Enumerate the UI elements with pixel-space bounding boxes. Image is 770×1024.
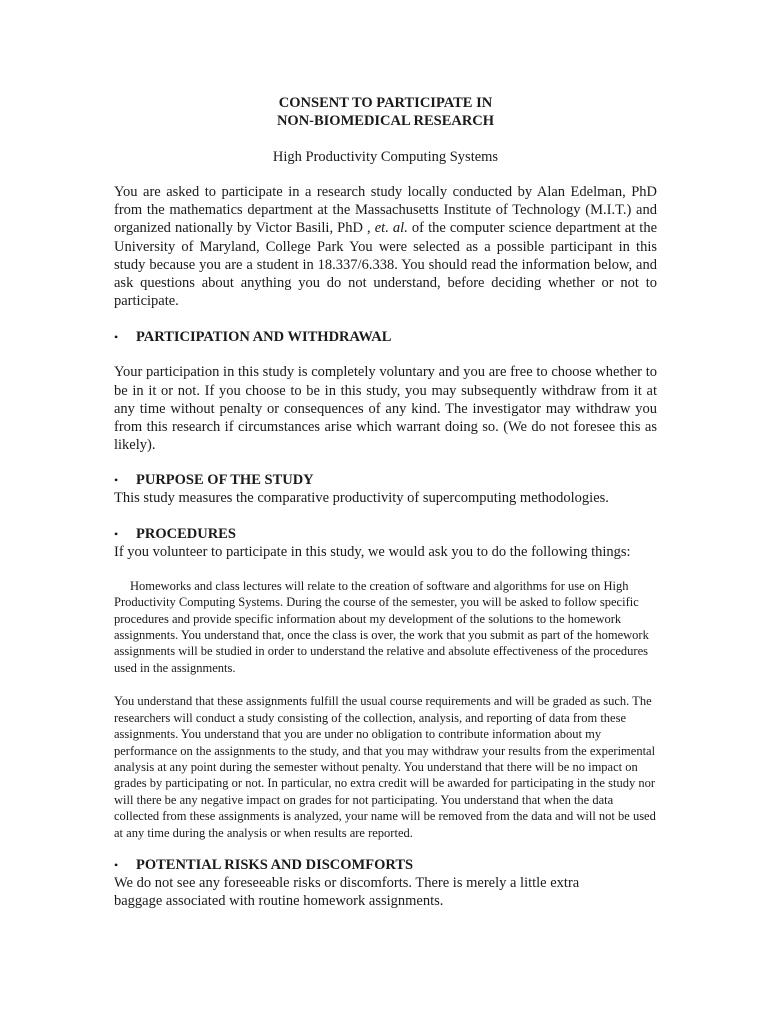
section-heading-text: PURPOSE OF THE STUDY — [136, 472, 314, 489]
section-heading-purpose — [114, 471, 657, 489]
section-heading-procedures — [114, 525, 657, 543]
intro-text-part-1: You are asked to participate in a research study locally conducted by Alan Edelman, PhD from the mathematics department at the Massachusetts Institute of Technology (M.I.T.) and organized nationally by Victor Basili, PhD , — [114, 184, 657, 237]
title-line-1: CONSENT TO PARTICIPATE IN — [278, 95, 493, 111]
procedures-paragraph: If you volunteer to participate in this study, we would ask you to do the following things: — [114, 543, 631, 560]
bullet-icon: • — [114, 857, 119, 872]
bullet-icon: • — [114, 473, 119, 488]
title-line-2: NON-BIOMEDICAL RESEARCH — [276, 113, 495, 129]
document-subtitle: High Productivity Computing Systems — [272, 149, 499, 165]
document-page — [114, 94, 657, 910]
procedures-detail-assignments: You understand that these assignments fulfill the usual course requirements and will be graded as such. The researchers will conduct a study consisting of the collection, analysis, and reporting of data from these assignments. You understand that you are under no obligation to contribute information about my performance on the assignments to the study, and that you may withdraw your results from the experimental analysis at any point during the semester without penalty. You understand that there will be no impact on grades by participating or not. In particular, no extra credit will be awarded for participating in the study nor will there be any negative impact on grades for not participating. You understand that when the data collected from these assignments is analyzed, your name will be removed from the data and will not be used at any time during the analysis or when results are reported. — [114, 694, 656, 840]
section-heading-text: POTENTIAL RISKS AND DISCOMFORTS — [136, 856, 414, 873]
procedures-detail-homeworks: Homeworks and class lectures will relate to the creation of software and algorithms for use on High Productivity Computing Systems. During the course of the semester, you will be asked to follow specific procedures and provide specific information about my development of the solutions to the homework assignments. You understand that, once the class is over, the work that you submit as part of the homework assignments will be studied in order to understand the relative and absolute effectiveness of the procedures used in the assignments. — [114, 578, 649, 675]
intro-paragraph — [114, 183, 657, 310]
intro-et-al: et. al. — [374, 220, 408, 237]
section-heading-participation — [114, 328, 657, 346]
purpose-paragraph: This study measures the comparative productivity of supercomputing methodologies. — [114, 490, 609, 507]
section-heading-text: PROCEDURES — [136, 525, 236, 542]
section-heading-text: PARTICIPATION AND WITHDRAWAL — [136, 329, 392, 346]
section-heading-risks — [114, 856, 657, 874]
bullet-icon: • — [114, 526, 119, 541]
bullet-icon: • — [114, 330, 119, 345]
document-title — [114, 94, 657, 130]
participation-paragraph: Your participation in this study is completely voluntary and you are free to choose whether to be in it or not. If you choose to be in this study, you may subsequently withdraw from it at any time without penalty or consequences of any kind. The investigator may withdraw you from this research if circumstances arise which warrant doing so. (We do not foresee this as likely). — [114, 364, 657, 454]
risks-paragraph: We do not see any foreseeable risks or discomforts. There is merely a little extra baggage associated with routine homework assignments. — [114, 874, 580, 910]
intro-text-part-2: of the computer science department at the University of Maryland, College Park You were selected as a possible participant in this study because you are a student in 18.337/6.338. You should read the information below, and ask questions about anything you do not understand, before deciding whether or not to participate. — [114, 220, 658, 310]
